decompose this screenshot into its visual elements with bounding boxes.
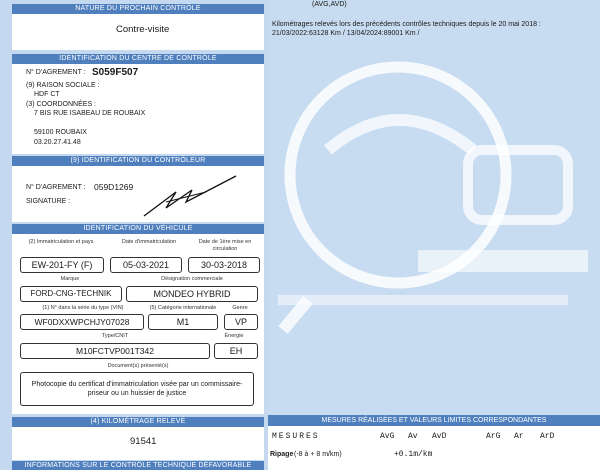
designation-label: Désignation commerciale — [161, 276, 223, 282]
coordonnees-label: (3) COORDONNÉES : — [26, 101, 97, 108]
watermark-car-icon — [268, 0, 600, 415]
ripage-label: Ripage — [270, 451, 294, 458]
energie-label: Énergie — [224, 333, 244, 339]
vin-label: (1) N° dans la série du type (VIN) — [42, 305, 124, 311]
centre-title: IDENTIFICATION DU CENTRE DE CONTRÔLE — [12, 54, 264, 64]
controleur-title: (9) IDENTIFICATION DU CONTRÔLEUR — [12, 156, 264, 166]
documents-field: Photocopie du certificat d'immatriculation visée par un commissaire-priseur ou un huissier de justice — [20, 372, 254, 406]
vehicule-box — [12, 234, 264, 414]
vehicule-title: IDENTIFICATION DU VÉHICULE — [12, 224, 264, 234]
signature-mark — [136, 172, 246, 220]
ripage-range: (-8 à + 8 m/km) — [294, 451, 342, 458]
date-immat-field: 05-03-2021 — [110, 257, 182, 273]
signature-label: SIGNATURE : — [26, 198, 71, 205]
controleur-box — [12, 166, 264, 222]
ripage-value: +0.1m/km — [394, 450, 433, 459]
raison-sociale-label: (9) RAISON SOCIALE : — [26, 82, 100, 89]
col-ard: ArD — [540, 432, 555, 441]
phone-number: 03.20.27.41.48 — [34, 139, 81, 146]
centre-agrement-label: N° D'AGREMENT : — [26, 69, 86, 76]
nature-value: Contre-visite — [116, 24, 170, 35]
date-first-label: Date de 1ère mise en circulation — [198, 239, 252, 252]
mesures-header-label: MESURES — [272, 432, 320, 441]
nature-title: NATURE DU PROCHAIN CONTRÔLE — [12, 4, 264, 14]
marque-field: FORD-CNG-TECHNIK — [20, 286, 122, 302]
controleur-agrement-label: N° D'AGREMENT : — [26, 184, 86, 191]
right-panel — [268, 0, 600, 470]
centre-box — [12, 64, 264, 154]
col-av: Av — [408, 432, 418, 441]
documents-label: Document(s) présenté(s) — [107, 363, 169, 369]
genre-label: Genre — [232, 305, 248, 311]
previous-check-positions: (AVG,AVD) — [312, 1, 347, 8]
type-label: Type/CNIT — [101, 333, 129, 339]
marque-label: Marque — [60, 276, 80, 282]
km-history-line1: Kilométrages relevés lors des précédents contrôles techniques depuis le 20 mai 2018 : — [272, 21, 541, 28]
kilometrage-value: 91541 — [130, 436, 157, 447]
col-avd: AvD — [432, 432, 447, 441]
energie-field: EH — [214, 343, 258, 359]
centre-agrement-value: S059F507 — [92, 67, 139, 78]
kilometrage-title: (4) KILOMÉTRAGE RELEVÉ — [12, 417, 264, 427]
date-immat-label: Date d'immatriculation — [121, 239, 177, 245]
nature-box — [12, 14, 264, 50]
col-avg: AvG — [380, 432, 395, 441]
vin-field: WF0DXXWPCHJY07028 — [20, 314, 144, 330]
immat-label: (2) Immatriculation et pays — [28, 239, 94, 245]
mesures-title: MESURES RÉALISÉES ET VALEURS LIMITES CORRESPONDANTES — [268, 415, 600, 426]
genre-field: VP — [224, 314, 258, 330]
date-first-field: 30-03-2018 — [188, 257, 260, 273]
address-line1: 7 BIS RUE ISABEAU DE ROUBAIX — [34, 110, 146, 117]
address-line2: 59100 ROUBAIX — [34, 129, 87, 136]
designation-field: MONDEO HYBRID — [126, 286, 258, 302]
categorie-field: M1 — [148, 314, 218, 330]
categorie-label: (5) Catégorie internationale — [149, 305, 217, 311]
km-history-line2: 21/03/2022:63128 Km / 13/04/2024:89001 Km / — [272, 30, 420, 37]
mesures-box — [268, 426, 600, 470]
controleur-agrement-value: 059D1269 — [94, 182, 134, 192]
informations-title: INFORMATIONS SUR LE CONTRÔLE TECHNIQUE DÉFAVORABLE — [12, 461, 264, 470]
col-arg: ArG — [486, 432, 501, 441]
kilometrage-box — [12, 427, 264, 460]
raison-sociale-value: HDF CT — [34, 91, 60, 98]
immat-field: EW-201-FY (F) — [20, 257, 104, 273]
type-field: M10FCTVP001T342 — [20, 343, 210, 359]
col-ar: Ar — [514, 432, 524, 441]
